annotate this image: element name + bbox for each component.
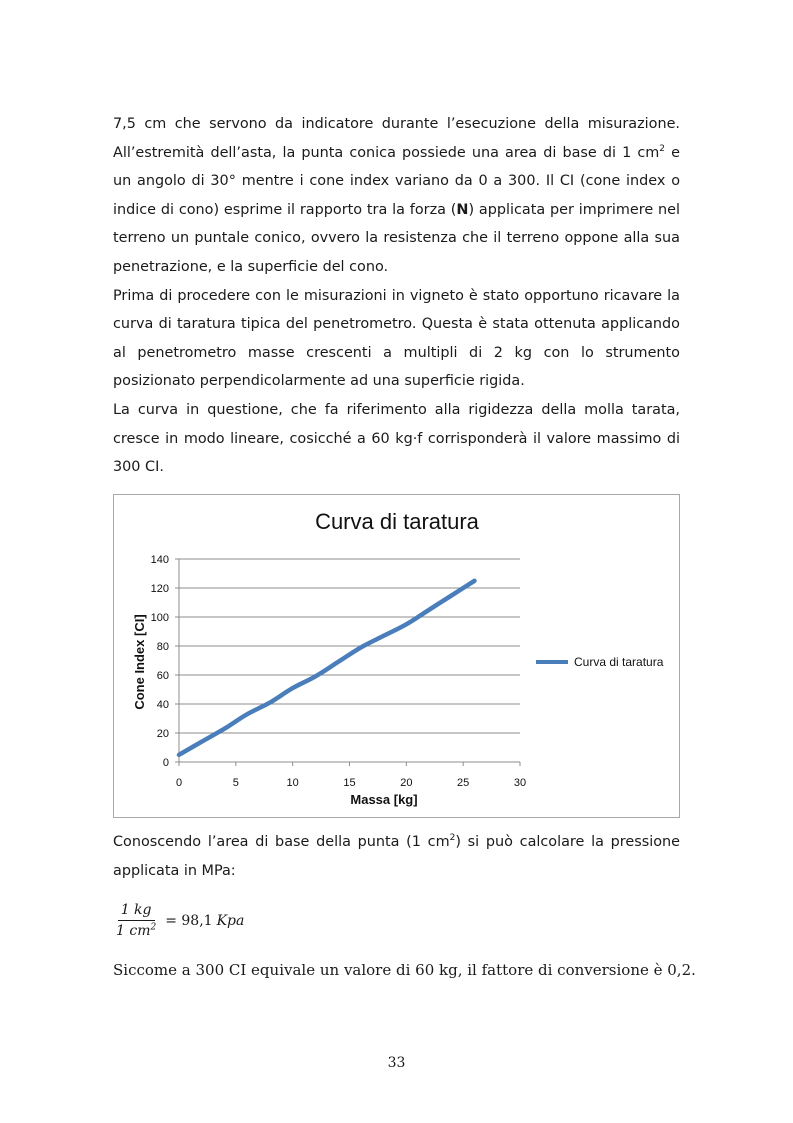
x-tick-labels: [176, 777, 526, 789]
y-tick-labels: [151, 554, 169, 769]
x-tick-label: 30: [513, 777, 527, 789]
chart-series: [179, 581, 475, 755]
pressure-formula: [113, 900, 244, 941]
chart-legend: [536, 655, 664, 669]
body-text-top: [113, 110, 680, 482]
paragraph-calibration-method: Prima di procedere con le misurazioni in vigneto è stato opportuno ricavare la curva di taratura tipica del penetrometro. Questa è stata ottenuta applicando al penetrometro masse crescenti a multipli di 2 kg con lo strumento posizionato perpendicolarmente ad una superficie rigida.: [113, 287, 680, 390]
chart-canvas: [114, 495, 679, 817]
conversion-factor-sentence: Siccome a 300 CI equivale un valore di 60 kg, il fattore di conversione è 0,2.: [113, 961, 696, 979]
y-tick-label: 120: [150, 583, 169, 595]
body-text-bottom: [113, 828, 680, 885]
paragraph-pressure: Conoscendo l’area di base della punta (1 $cm^2$) si può calcolare la pressione applicata in MPa:: [113, 833, 680, 879]
formula-fraction: [113, 900, 159, 941]
paragraph-linear-curve: La curva in questione, che fa riferimento alla rigidezza della molla tarata, cresce in modo lineare, cosicché a 60 kg·f corrisponderà il valore massimo di 300 CI.: [113, 401, 680, 476]
x-tick-label: 25: [457, 777, 470, 789]
formula-result: = 98,1: [165, 912, 213, 929]
y-axis-label: Cone Index [CI]: [132, 614, 147, 710]
page-number: 33: [387, 1055, 406, 1071]
y-tick-label: 0: [162, 757, 169, 769]
y-tick-label: 40: [156, 699, 169, 711]
x-tick-label: 15: [343, 777, 356, 789]
formula-unit: Kpa: [216, 912, 245, 929]
x-axis-label: Massa [kg]: [350, 792, 418, 807]
series-line-calibration: [179, 581, 475, 755]
chart-title: Curva di taratura: [315, 509, 479, 534]
x-tick-label: 20: [400, 777, 413, 789]
y-tick-label: 100: [150, 612, 169, 624]
paragraph-penetrometer-tip: 7,5 cm che servono da indicatore durante l’esecuzione della misurazione. All’estremità dell’asta, la punta conica possiede una area di base di 1 $cm^2$ e un angolo di 30° mentre i cone index variano da 0 a 300. Il CI (cone index o indice di cono) esprime il rapporto tra la forza (N) applicata per imprimere nel terreno un puntale conico, ovvero la resistenza che il terreno oppone alla sua penetrazione, e la superficie del cono.: [113, 116, 681, 275]
x-tick-label: 10: [286, 777, 299, 789]
y-tick-label: 20: [156, 728, 169, 740]
chart-axes: [175, 559, 520, 766]
x-tick-label: 0: [175, 777, 183, 789]
formula-numerator: 1 kg: [118, 900, 155, 921]
y-tick-label: 140: [150, 554, 169, 566]
y-tick-label: 80: [156, 641, 169, 653]
formula-denominator: 1 $cm^2$: [116, 922, 157, 939]
legend-label: Curva di taratura: [574, 655, 664, 669]
y-tick-label: 60: [156, 670, 169, 682]
x-tick-label: 5: [232, 777, 239, 789]
calibration-chart: [113, 494, 680, 818]
